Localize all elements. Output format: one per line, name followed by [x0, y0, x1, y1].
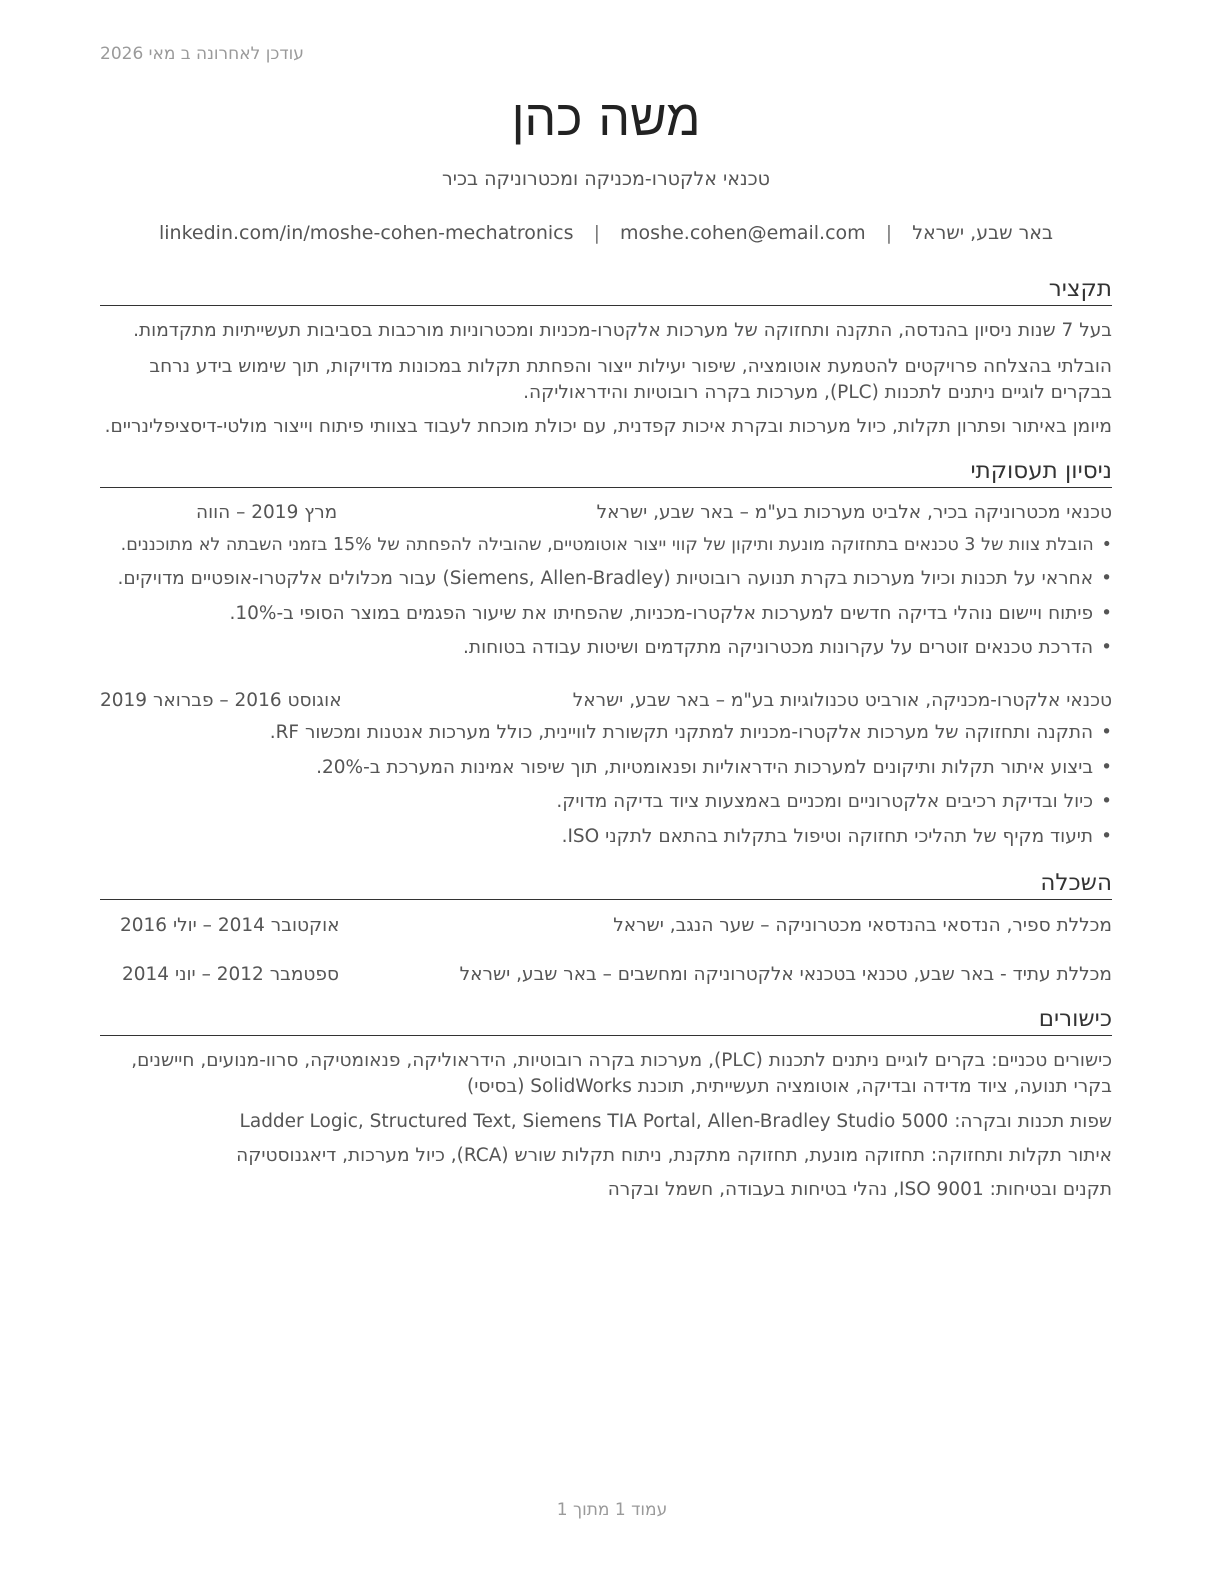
job-bullet-text: כיול ובדיקת רכיבים אלקטרוניים ומכניים באמצעות ציוד בדיקה מדויק.	[556, 791, 1094, 812]
job-dates: מרץ 2019 – הווה	[196, 502, 338, 523]
email-link[interactable]: moshe.cohen@email.com	[620, 222, 866, 244]
linkedin-link[interactable]: linkedin.com/in/moshe-cohen-mechatronics	[158, 222, 574, 244]
last-updated-note: עודכן לאחרונה ב מאי 2026	[100, 44, 304, 64]
separator: |	[593, 222, 600, 244]
job-bullet-text: פיתוח ויישום נוהלי בדיקה חדשים למערכות אלקטרו-מכניות, שהפחיתו את שיעור הפגמים במוצר הסופי ב-10%.	[229, 603, 1094, 624]
job-bullet-text: אחראי על תכנות וכיול מערכות בקרת תנועה רובוטיות (Siemens, Allen-Bradley) עבור מכלולים אלקטרו-אופטיים מדויקים.	[117, 568, 1094, 589]
contact-line	[100, 222, 1112, 244]
summary-paragraph: הובלתי בהצלחה פרויקטים להטמעת אוטומציה, שיפור יעילות ייצור והפחתת תקלות במכונות מדויקות, תוך שימוש בידע נרחב בבקרים לוגיים ניתנים לתכנות (PLC), מערכות בקרה רובוטיות והידראוליקה.	[149, 356, 1112, 403]
education-text: מכללת ספיר, הנדסאי בהנדסאי מכטרוניקה – שער הנגב, ישראל	[613, 915, 1112, 936]
education-heading: השכלה	[100, 868, 1112, 900]
job-bullet-text: תיעוד מקיף של תהליכי תחזוקה וטיפול בתקלות בהתאם לתקני ISO.	[561, 826, 1094, 847]
job-bullet: •התקנה ותחזוקה של מערכות אלקטרו-מכניות למתקני תקשורת לוויינית, כולל מערכות אנטנות ומכשור RF.	[269, 722, 1112, 743]
job-bullet-text: הובלת צוות של 3 טכנאים בתחזוקה מונעת ותיקון של קווי ייצור אוטומטיים, שהובילה להפחתה של 15% בזמני השבתה לא מתוכננים.	[120, 535, 1094, 555]
job-bullet: •ביצוע איתור תקלות ותיקונים למערכות הידראוליות ופנאומטיות, תוך שיפור אמינות המערכת ב-20%.	[316, 757, 1112, 778]
summary-heading: תקציר	[100, 274, 1112, 306]
skills-item: שפות תכנות ובקרה: Ladder Logic, Structured Text, Siemens TIA Portal, Allen-Bradley Studio 5000	[239, 1111, 1112, 1132]
education-dates: אוקטובר 2014 – יולי 2016	[120, 915, 340, 936]
experience-heading: ניסיון תעסוקתי	[100, 456, 1112, 488]
job-bullet: •הובלת צוות של 3 טכנאים בתחזוקה מונעת ותיקון של קווי ייצור אוטומטיים, שהובילה להפחתה של 15% בזמני השבתה לא מתוכננים.	[120, 535, 1112, 555]
education-text: מכללת עתיד - באר שבע, טכנאי בטכנאי אלקטרוניקה ומחשבים – באר שבע, ישראל	[459, 964, 1112, 985]
job-bullet: •כיול ובדיקת רכיבים אלקטרוניים ומכניים באמצעות ציוד בדיקה מדויק.	[556, 791, 1112, 812]
job-role: טכנאי מכטרוניקה בכיר, אלביט מערכות בע"מ – באר שבע, ישראל	[596, 502, 1112, 523]
job-bullet: •אחראי על תכנות וכיול מערכות בקרת תנועה רובוטיות (Siemens, Allen-Bradley) עבור מכלולים אלקטרו-אופטיים מדויקים.	[117, 568, 1112, 589]
separator: |	[885, 222, 893, 244]
job-bullet-text: ביצוע איתור תקלות ותיקונים למערכות הידראוליות ופנאומטיות, תוך שיפור אמינות המערכת ב-20%.	[316, 757, 1094, 778]
job-dates: אוגוסט 2016 – פברואר 2019	[100, 690, 342, 711]
job-bullet-text: התקנה ותחזוקה של מערכות אלקטרו-מכניות למתקני תקשורת לוויינית, כולל מערכות אנטנות ומכשור RF.	[269, 722, 1094, 743]
location: באר שבע, ישראל	[912, 222, 1053, 244]
education-dates: ספטמבר 2012 – יוני 2014	[122, 964, 339, 985]
job-title: טכנאי אלקטרו-מכניקה ומכטרוניקה בכיר	[442, 168, 770, 190]
job-bullet: •הדרכת טכנאים זוטרים על עקרונות מכטרוניקה מתקדמים ושיטות עבודה בטוחות.	[463, 637, 1112, 658]
summary-paragraph: בעל 7 שנות ניסיון בהנדסה, התקנה ותחזוקה של מערכות אלקטרו-מכניות ומכטרוניות מורכבות בסביבות תעשייתיות מתקדמות.	[133, 320, 1112, 341]
skills-item: תקנים ובטיחות: ISO 9001, נהלי בטיחות בעבודה, חשמל ובקרה	[607, 1179, 1112, 1200]
skills-item: כישורים טכניים: בקרים לוגיים ניתנים לתכנות (PLC), מערכות בקרה רובוטיות, הידראוליקה, פנאומטיקה, סרוו-מנועים, חיישנים, בקרי תנועה, ציוד מדידה ובדיקה, אוטומציה תעשייתית, תוכנת SolidWorks (בסיסי)	[131, 1050, 1112, 1097]
page-number: עמוד 1 מתוך 1	[556, 1500, 668, 1520]
job-bullet: •פיתוח ויישום נוהלי בדיקה חדשים למערכות אלקטרו-מכניות, שהפחיתו את שיעור הפגמים במוצר הסופי ב-10%.	[229, 603, 1112, 624]
job-role: טכנאי אלקטרו-מכניקה, אורביט טכנולוגיות בע"מ – באר שבע, ישראל	[572, 690, 1112, 711]
person-name: משה כהן	[511, 89, 701, 147]
summary-paragraph: מיומן באיתור ופתרון תקלות, כיול מערכות ובקרת איכות קפדנית, עם יכולת מוכחת לעבוד בצוותי פיתוח וייצור מולטי-דיסציפלינריים.	[104, 416, 1112, 437]
skills-item: איתור תקלות ותחזוקה: תחזוקה מונעת, תחזוקה מתקנת, ניתוח תקלות שורש (RCA), כיול מערכות, דיאגנוסטיקה	[236, 1145, 1112, 1166]
skills-heading: כישורים	[100, 1004, 1112, 1036]
job-bullet-text: הדרכת טכנאים זוטרים על עקרונות מכטרוניקה מתקדמים ושיטות עבודה בטוחות.	[463, 637, 1094, 658]
job-bullet: •תיעוד מקיף של תהליכי תחזוקה וטיפול בתקלות בהתאם לתקני ISO.	[561, 826, 1112, 847]
